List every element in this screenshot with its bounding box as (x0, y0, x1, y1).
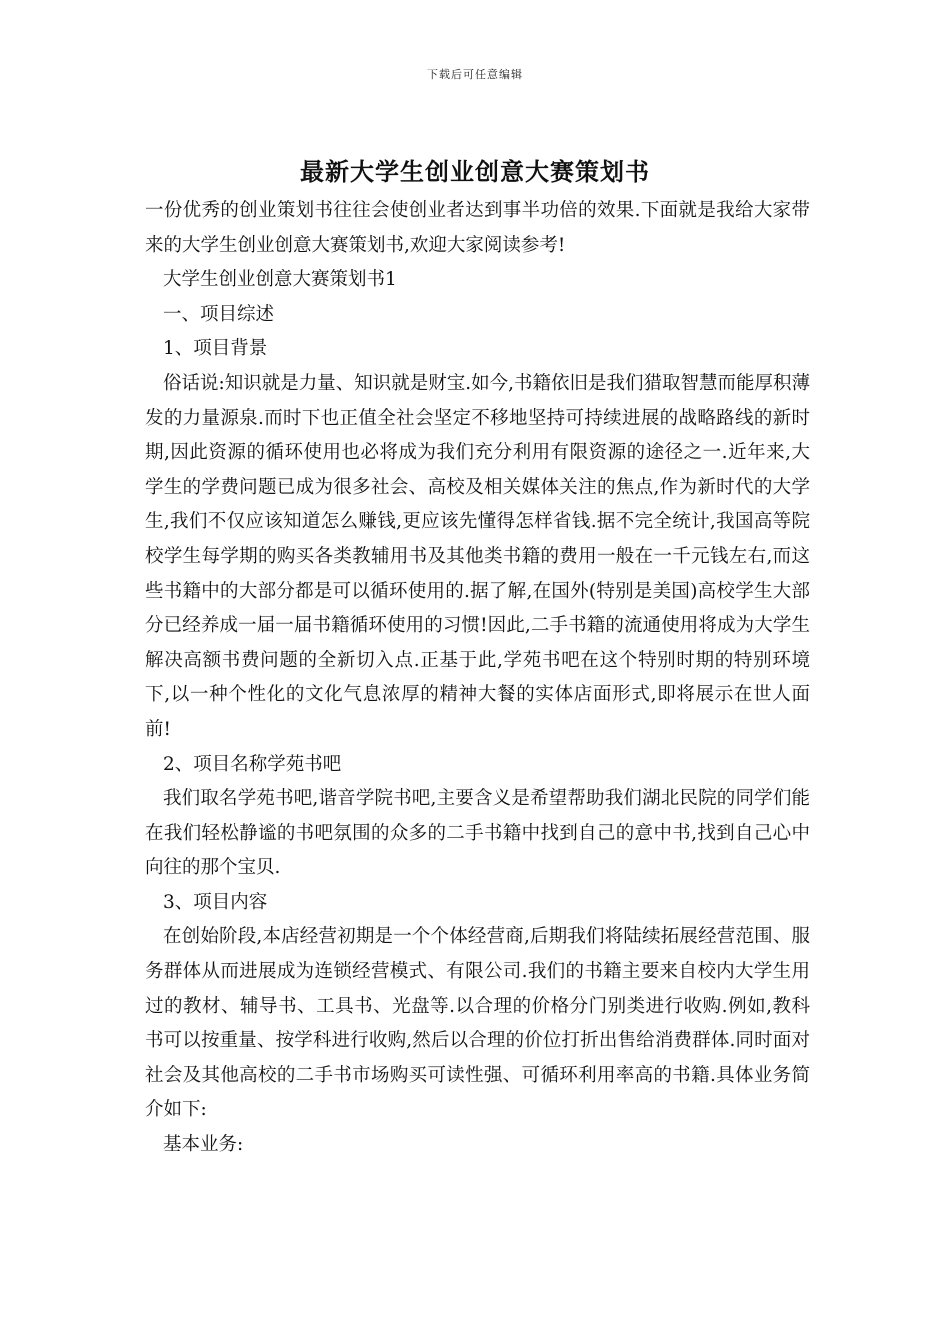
heading-project-content: 3、项目内容 (163, 891, 268, 913)
intro-paragraph: 一份优秀的创业策划书往往会使创业者达到事半功倍的效果.下面就是我给大家带来的大学生创业创意大赛策划书,欢迎大家阅读参考! (145, 200, 810, 256)
header-note: 下载后可任意编辑 (427, 68, 523, 81)
heading-basic-business: 基本业务: (163, 1134, 244, 1156)
document-body (145, 194, 810, 1163)
paragraph-project-background: 俗话说:知识就是力量、知识就是财宝.如今,书籍依旧是我们猎取智慧而能厚积薄发的力量源泉.而时下也正值全社会坚定不移地坚持可持续进展的战略路线的新时期,因此资源的循环使用也必将成为我们充分利用有限资源的途径之一.近年来,大学生的学费问题已成为很多社会、高校及相关媒体关注的焦点,作为新时代的大学生,我们不仅应该知道怎么赚钱,更应该先懂得怎样省钱.据不完全统计,我国高等院校学生每学期的购买各类教辅用书及其他类书籍的费用一般在一千元钱左右,而这些书籍中的大部分都是可以循环使用的.据了解,在国外(特别是美国)高校学生大部分已经养成一届一届书籍循环使用的习惯!因此,二手书籍的流通使用将成为大学生解决高额书费问题的全新切入点.正基于此,学苑书吧在这个特别时期的特别环境下,以一种个性化的文化气息浓厚的精神大餐的实体店面形式,即将展示在世人面前! (145, 372, 810, 740)
heading-project-background: 1、项目背景 (163, 338, 268, 360)
section-title-plan-1: 大学生创业创意大赛策划书1 (163, 269, 397, 291)
document-title: 最新大学生创业创意大赛策划书 (300, 158, 650, 186)
heading-project-overview: 一、项目综述 (163, 303, 275, 325)
heading-project-name: 2、项目名称学苑书吧 (163, 753, 342, 775)
paragraph-project-content: 在创始阶段,本店经营初期是一个个体经营商,后期我们将陆续拓展经营范围、服务群体从而进展成为连锁经营模式、有限公司.我们的书籍主要来自校内大学生用过的教材、辅导书、工具书、光盘等.以合理的价格分门别类进行收购.例如,教科书可以按重量、按学科进行收购,然后以合理的价位打折出售给消费群体.同时面对社会及其他高校的二手书市场购买可读性强、可循环利用率高的书籍.具体业务简介如下: (145, 926, 810, 1121)
paragraph-project-name: 我们取名学苑书吧,谐音学院书吧,主要含义是希望帮助我们湖北民院的同学们能在我们轻松静谧的书吧氛围的众多的二手书籍中找到自己的意中书,找到自己心中向往的那个宝贝. (145, 788, 810, 879)
